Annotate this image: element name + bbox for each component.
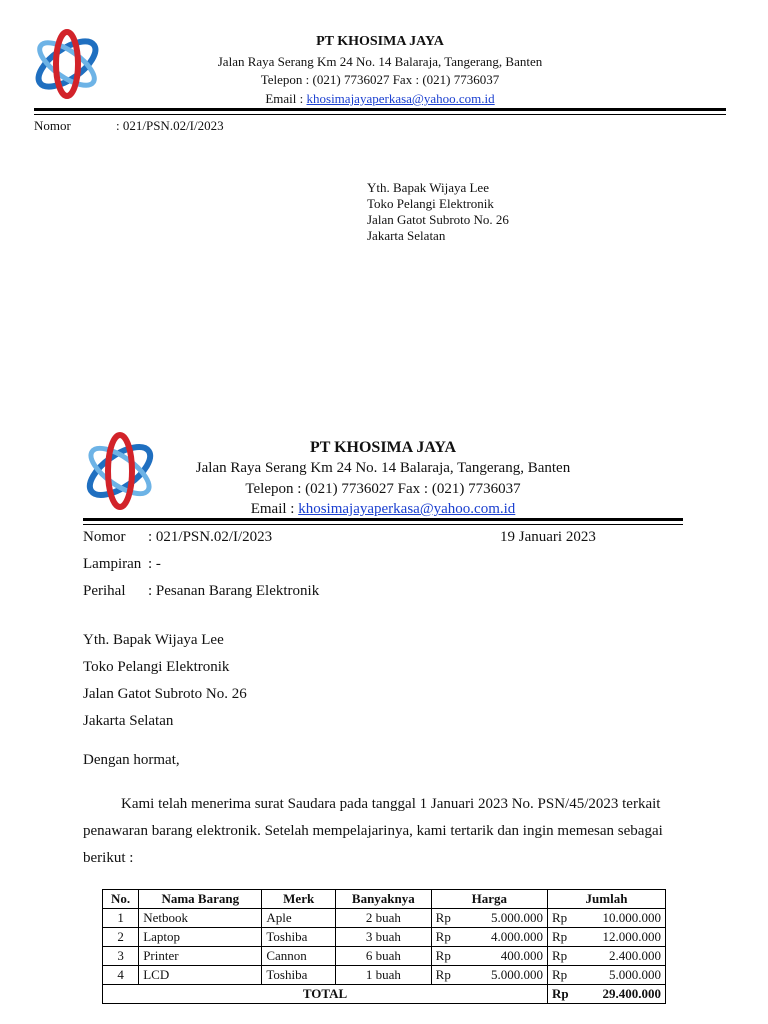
order-table: [102, 889, 666, 1004]
header-jumlah: Jumlah: [548, 890, 666, 909]
draft-recipient-line: Yth. Bapak Wijaya Lee: [367, 180, 489, 195]
cell-name: LCD: [139, 966, 262, 985]
cell-total-currency: Rp: [548, 966, 576, 985]
recipient-line: Yth. Bapak Wijaya Lee: [83, 632, 224, 648]
cell-brand: Aple: [262, 909, 336, 928]
company-name: PT KHOSIMA JAYA: [309, 439, 457, 456]
cell-price: 5.000.000: [459, 909, 547, 928]
cell-price-currency: Rp: [431, 909, 459, 928]
draft-recipient-line: Jakarta Selatan: [367, 228, 446, 243]
cell-qty: 1 buah: [336, 966, 432, 985]
perihal-label: Perihal: [83, 583, 126, 599]
company-phone: Telepon : (021) 7736027 Fax : (021) 7736037: [245, 481, 521, 497]
cell-price-currency: Rp: [431, 928, 459, 947]
cell-total: 12.000.000: [576, 928, 666, 947]
cell-brand: Cannon: [262, 947, 336, 966]
cell-no: 2: [103, 928, 139, 947]
nomor-label: Nomor: [83, 529, 126, 545]
cell-qty: 2 buah: [336, 909, 432, 928]
cell-total: 5.000.000: [576, 966, 666, 985]
grand-total: 29.400.000: [576, 985, 666, 1004]
company-email-line: [160, 501, 606, 518]
email-link[interactable]: khosimajayaperkasa@yahoo.com.id: [306, 91, 495, 106]
cell-price: 400.000: [459, 947, 547, 966]
nomor-value: : 021/PSN.02/I/2023: [148, 529, 273, 545]
header-rule-thick: [34, 108, 726, 111]
letter-date: 19 Januari 2023: [500, 529, 596, 545]
cell-brand: Toshiba: [262, 928, 336, 947]
table-row: [103, 928, 666, 947]
recipient-block: [83, 627, 247, 735]
greeting: Dengan hormat,: [83, 752, 180, 768]
draft-nomor-label: Nomor: [34, 118, 71, 133]
company-logo: [28, 28, 106, 100]
lampiran-label: Lampiran: [83, 556, 142, 572]
company-logo: [80, 430, 160, 512]
company-address: Jalan Raya Serang Km 24 No. 14 Balaraja, Tangerang, Banten: [195, 460, 571, 476]
header-rule-thick: [83, 518, 683, 521]
total-label: TOTAL: [103, 985, 548, 1004]
company-name: PT KHOSIMA JAYA: [316, 34, 444, 49]
recipient-line: Jakarta Selatan: [83, 713, 174, 729]
lampiran-value: : -: [148, 556, 161, 572]
cell-brand: Toshiba: [262, 966, 336, 985]
grand-total-currency: Rp: [548, 985, 576, 1004]
cell-price-currency: Rp: [431, 947, 459, 966]
email-link[interactable]: khosimajayaperkasa@yahoo.com.id: [298, 501, 516, 517]
header-nama-barang: Nama Barang: [139, 890, 262, 909]
recipient-line: Toko Pelangi Elektronik: [83, 659, 230, 675]
cell-total-currency: Rp: [548, 947, 576, 966]
body-line-2: penawaran barang elektronik. Setelah mempelajarinya, kami tertarik dan ingin memesan sebagai: [83, 823, 663, 839]
header-banyaknya: Banyaknya: [336, 890, 432, 909]
draft-recipient-line: Toko Pelangi Elektronik: [367, 196, 494, 211]
cell-total-currency: Rp: [548, 909, 576, 928]
table-header-row: [103, 890, 666, 909]
cell-no: 1: [103, 909, 139, 928]
table-row: [103, 966, 666, 985]
email-label: Email :: [250, 501, 299, 517]
header-merk: Merk: [262, 890, 336, 909]
cell-name: Netbook: [139, 909, 262, 928]
company-address: Jalan Raya Serang Km 24 No. 14 Balaraja, Tangerang, Banten: [217, 54, 543, 69]
header-no: No.: [103, 890, 139, 909]
cell-name: Laptop: [139, 928, 262, 947]
recipient-line: Jalan Gatot Subroto No. 26: [83, 686, 247, 702]
email-label: Email :: [265, 91, 307, 106]
cell-name: Printer: [139, 947, 262, 966]
draft-recipient: [367, 180, 509, 244]
header-rule-thin: [83, 524, 683, 525]
perihal-value: : Pesanan Barang Elektronik: [148, 583, 320, 599]
company-phone: Telepon : (021) 7736027 Fax : (021) 7736037: [260, 72, 500, 87]
cell-price: 5.000.000: [459, 966, 547, 985]
draft-recipient-line: Jalan Gatot Subroto No. 26: [367, 212, 509, 227]
company-email-line: [130, 91, 630, 107]
table-total-row: [103, 985, 666, 1004]
cell-total-currency: Rp: [548, 928, 576, 947]
table-row: [103, 947, 666, 966]
cell-price-currency: Rp: [431, 966, 459, 985]
cell-price: 4.000.000: [459, 928, 547, 947]
header-rule-thin: [34, 114, 726, 115]
cell-no: 4: [103, 966, 139, 985]
cell-total: 2.400.000: [576, 947, 666, 966]
body-line-1: Kami telah menerima surat Saudara pada tanggal 1 Januari 2023 No. PSN/45/2023 terkait: [121, 796, 661, 812]
cell-no: 3: [103, 947, 139, 966]
cell-qty: 3 buah: [336, 928, 432, 947]
cell-total: 10.000.000: [576, 909, 666, 928]
draft-nomor-value: : 021/PSN.02/I/2023: [116, 118, 224, 133]
header-harga: Harga: [431, 890, 547, 909]
body-line-3: berikut :: [83, 850, 134, 866]
cell-qty: 6 buah: [336, 947, 432, 966]
table-row: [103, 909, 666, 928]
